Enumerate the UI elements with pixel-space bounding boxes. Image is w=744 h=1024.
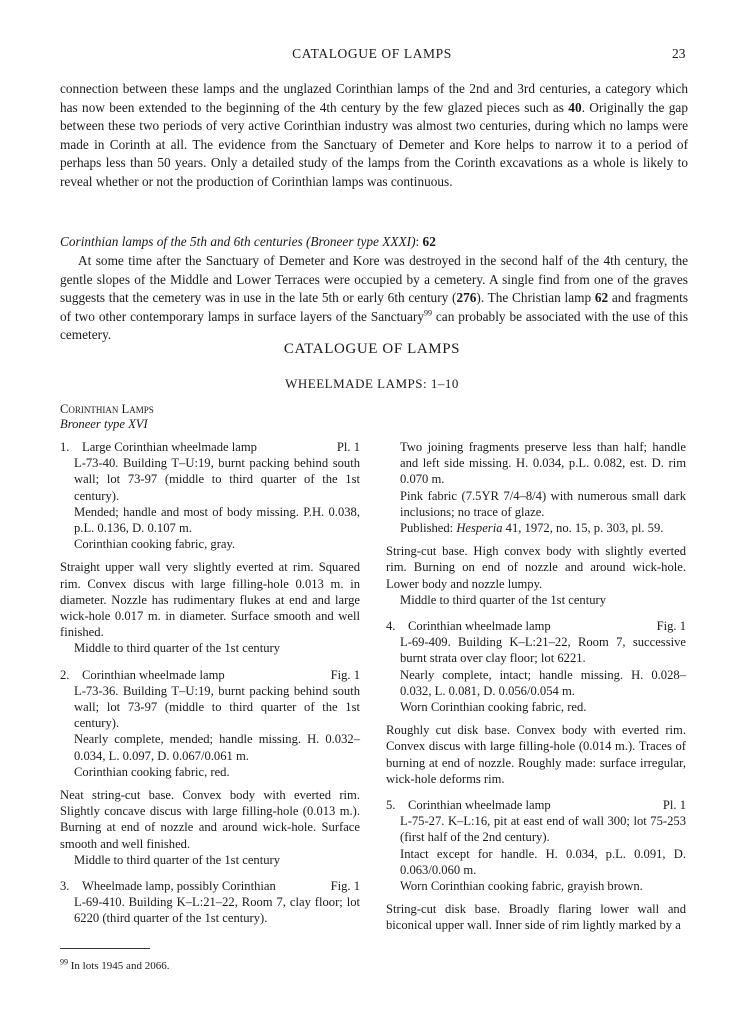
entry-description: Roughly cut disk base. Convex body with everted rim. Convex discus with large filling-hole (0.014 m.). Traces of burning at end of nozzle. Roughly made: surface irregular, wick-hole deforms rim. bbox=[386, 723, 686, 786]
spacer bbox=[386, 536, 686, 543]
section-heading-number: 62 bbox=[422, 234, 436, 249]
spacer bbox=[386, 715, 686, 722]
entry-heading bbox=[60, 667, 360, 683]
entry-date: Middle to third quarter of the 1st century bbox=[400, 592, 606, 607]
page-number: 23 bbox=[672, 46, 686, 61]
entry-detail: Corinthian cooking fabric, gray. bbox=[74, 537, 236, 552]
entry-number: 1. bbox=[60, 440, 70, 454]
entry-detail: Nearly complete, mended; handle missing. H. 0.032–0.034, L. 0.097, D. 0.067/0.061 m. bbox=[74, 732, 360, 763]
catalogue-title: CATALOGUE OF LAMPS bbox=[283, 341, 461, 357]
right-column bbox=[386, 439, 686, 944]
entry-number: 2. bbox=[60, 667, 70, 682]
catalogue-entry bbox=[386, 618, 686, 787]
entry-date: Middle to third quarter of the 1st century bbox=[74, 852, 280, 867]
entry-detail: Mended; handle and most of body missing. P.H. 0.038, p.L. 0.136, D. 0.107 m. bbox=[74, 504, 360, 536]
spacer bbox=[60, 552, 360, 559]
entry-detail: Worn Corinthian cooking fabric, grayish brown. bbox=[400, 879, 643, 894]
intro-paragraph: connection between these lamps and the unglazed Corinthian lamps of the 2nd and 3rd centuries, a category which has now been extended to the beginning of the 4th century by the few glazed pieces such as 40. Originally the gap between these two periods of very active Corinthian industry was almost two centuries, during which no lamps were made in Corinth at all. The evidence from the Sanctuary of Demeter and Kore helps to narrow it to a period of perhaps less than 50 years. Only a detailed study of the lamps from the Corinth excavations as a whole is likely to reveal whether or not the production of Corinthian lamps was continuous. bbox=[60, 81, 688, 189]
footnote bbox=[60, 957, 170, 972]
spacer bbox=[386, 894, 686, 901]
footnote-rule bbox=[60, 948, 150, 949]
section-heading-5th-6th: Corinthian lamps of the 5th and 6th centuries (Broneer type XXXI): 62 bbox=[60, 234, 436, 249]
footnote-mark: 99 bbox=[60, 957, 68, 967]
entry-number: 5. bbox=[386, 798, 396, 813]
catalogue-entry bbox=[60, 439, 360, 657]
entry-detail: L-69-410. Building K–L:21–22, Room 7, clay floor; lot 6220 (third quarter of the 1st century). bbox=[74, 895, 360, 926]
left-column bbox=[60, 439, 360, 937]
entry-detail: L-69-409. Building K–L:21–22, Room 7, successive burnt strata over clay floor; lot 6221. bbox=[400, 635, 686, 666]
entry-detail: Intact except for handle. H. 0.034, p.L. 0.091, D. 0.063/0.060 m. bbox=[400, 846, 686, 877]
entry-plate-ref: Pl. 1 bbox=[662, 798, 686, 813]
entry-detail: Published: Hesperia 41, 1972, no. 15, p. 303, pl. 59. bbox=[400, 521, 664, 536]
entry-detail: L-73-36. Building T–U:19, burnt packing behind south wall; lot 73-97 (middle to third quarter of the 1st century). bbox=[74, 683, 360, 731]
entry-detail: Pink fabric (7.5YR 7/4–8/4) with numerous small dark inclusions; no trace of glaze. bbox=[400, 488, 686, 519]
entry-title: Large Corinthian wheelmade lamp bbox=[82, 440, 257, 454]
entry-detail: Worn Corinthian cooking fabric, red. bbox=[400, 700, 587, 715]
entry-title: Corinthian wheelmade lamp bbox=[408, 798, 551, 813]
catalogue-entry bbox=[386, 439, 686, 608]
footnote-text: In lots 1945 and 2066. bbox=[70, 960, 170, 972]
entry-title: Corinthian wheelmade lamp bbox=[408, 619, 551, 634]
catalogue-entry bbox=[60, 667, 360, 868]
entry-description: String-cut disk base. Broadly flaring lower wall and biconical upper wall. Inner side of rim lightly marked by a bbox=[386, 902, 686, 933]
entry-detail: Nearly complete, intact; handle missing. H. 0.028–0.032, L. 0.081, D. 0.056/0.054 m. bbox=[400, 667, 686, 698]
group-heading bbox=[60, 402, 154, 432]
running-header: CATALOGUE OF LAMPS bbox=[292, 46, 452, 61]
entry-plate-ref: Fig. 1 bbox=[656, 619, 686, 634]
entry-number: 4. bbox=[386, 619, 396, 634]
entry-description: String-cut base. High convex body with slightly everted rim. Burning on end of nozzle and around wick-hole. Lower body and nozzle lumpy. bbox=[386, 544, 686, 591]
entry-detail: L-73-40. Building T–U:19, burnt packing behind south wall; lot 73-97 (middle to third quarter of the 1st century). bbox=[74, 456, 360, 503]
entry-detail: Corinthian cooking fabric, red. bbox=[74, 764, 230, 779]
entry-description: Neat string-cut base. Convex body with everted rim. Slightly concave discus with large filling-hole (0.013 m.). Burning at end of nozzle and around wick-hole. Surface smooth and well finished. bbox=[60, 788, 360, 851]
entry-title: Corinthian wheelmade lamp bbox=[82, 667, 225, 682]
entry-description: Straight upper wall very slightly everted at rim. Squared rim. Convex discus with large filling-hole 0.013 m. in diameter. Nozzle has rudimentary flukes at end and large wick-hole 0.017 m. in diameter. Surface smooth and well finished. bbox=[60, 560, 360, 640]
entry-heading bbox=[386, 618, 686, 634]
entry-heading bbox=[60, 439, 360, 455]
entry-detail: Two joining fragments preserve less than half; handle and left side missing. H. 0.034, p.L. 0.082, est. D. rim 0.070 m. bbox=[400, 440, 686, 487]
section-body-5th-6th: At some time after the Sanctuary of Demeter and Kore was destroyed in the second half of the 4th century, the gentle slopes of the Middle and Lower Terraces were occupied by a cemetery. A single find from one of the graves suggests that the cemetery was in use in the late 5th or early 6th century (276). The Christian lamp 62 and fragments of two other contemporary lamps in surface layers of the Sanctuary$^{99}$ can probably be associated with the use of this cemetery. bbox=[60, 253, 689, 343]
entry-detail: L-75-27. K–L:16, pit at east end of wall 300; lot 75-253 (first half of the 2nd century). bbox=[400, 814, 686, 845]
entry-title: Wheelmade lamp, possibly Corinthian bbox=[82, 879, 276, 894]
entry-date: Middle to third quarter of the 1st century bbox=[74, 641, 280, 656]
group-title: Corinthian Lamps bbox=[60, 402, 154, 416]
entry-plate-ref: Fig. 1 bbox=[330, 879, 360, 894]
entry-plate-ref: Fig. 1 bbox=[330, 667, 360, 682]
group-subtitle: Broneer type XVI bbox=[60, 417, 148, 431]
catalogue-subtitle: WHEELMADE LAMPS: 1–10 bbox=[285, 376, 459, 391]
spacer bbox=[60, 780, 360, 787]
section-heading-text: Corinthian lamps of the 5th and 6th centuries (Broneer type XXXI) bbox=[60, 234, 416, 249]
entry-plate-ref: Pl. 1 bbox=[336, 440, 360, 454]
entry-number: 3. bbox=[60, 879, 70, 894]
entry-heading bbox=[386, 797, 686, 813]
catalogue-entry bbox=[386, 797, 686, 934]
entry-heading bbox=[60, 878, 360, 894]
catalogue-entry bbox=[60, 878, 360, 927]
